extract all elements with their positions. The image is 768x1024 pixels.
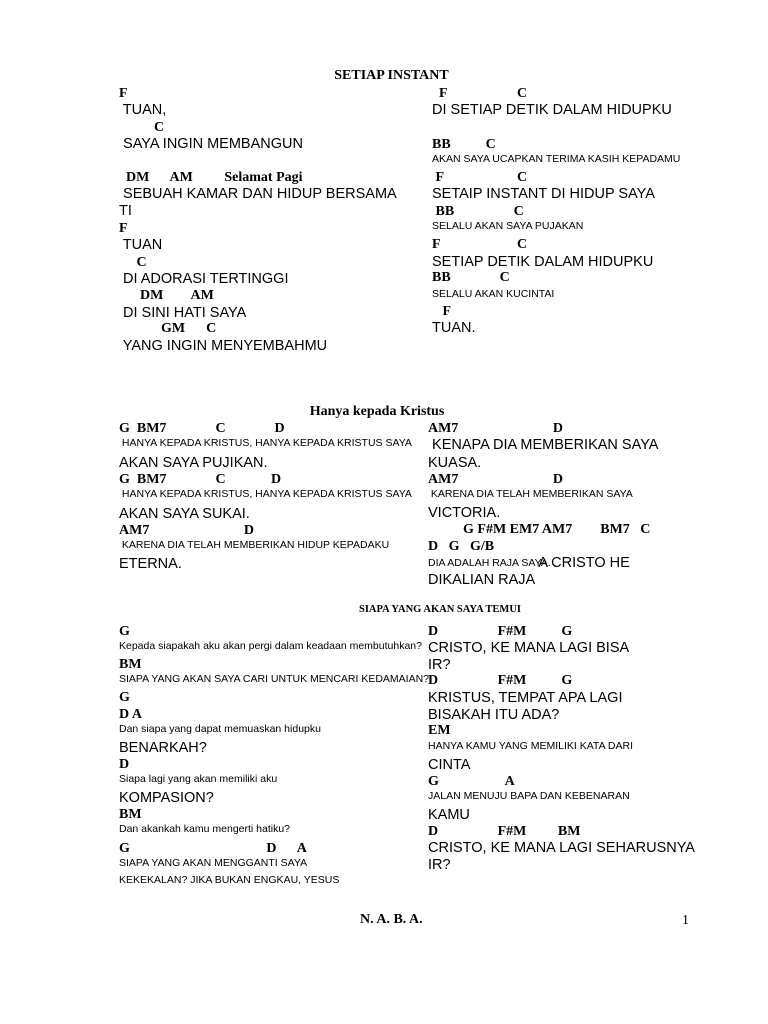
song1-left-chord-line: F	[119, 221, 128, 236]
song1-right-lyric-line: AKAN SAYA UCAPKAN TERIMA KASIH KEPADAMU	[432, 153, 681, 165]
song3-left-lyric-line: Dan siapa yang dapat memuaskan hidupku	[119, 723, 321, 735]
song3-left-chord-line: G	[119, 624, 130, 639]
song1-left-chord-line: C	[119, 255, 147, 270]
song3-right-lyric-line: KAMU	[428, 807, 470, 823]
song1-right-chord-line: BB C	[432, 270, 510, 285]
song3-left-chord-line: D A	[119, 707, 142, 722]
song3-right-chord-line: EM	[428, 723, 451, 738]
song2-left-lyric-line: AKAN SAYA SUKAI.	[119, 506, 250, 522]
song1-right-lyric-line: DI SETIAP DETIK DALAM HIDUPKU	[432, 102, 672, 118]
song3-left-lyric-line: Kepada siapakah aku akan pergi dalam keadaan membutuhkan?	[119, 640, 422, 652]
footer-author: N. A. B. A.	[360, 912, 423, 927]
song1-left-lyric-line: TUAN	[119, 237, 163, 253]
song2-left-lyric-line: ETERNA.	[119, 556, 182, 572]
song1-left-lyric-line: TI	[119, 203, 132, 219]
song1-right-lyric-line: TUAN.	[432, 320, 476, 336]
song1-title: SETIAP INSTANT	[334, 68, 449, 83]
song3-right-lyric-line: HANYA KAMU YANG MEMILIKI KATA DARI	[428, 740, 633, 752]
song1-left-chord-line: F	[119, 86, 128, 101]
song3-right-lyric-line: CRISTO, KE MANA LAGI SEHARUSNYA	[428, 840, 695, 856]
page-number: 1	[682, 913, 689, 928]
song1-right-lyric-line: SELALU AKAN KUCINTAI	[432, 288, 555, 300]
song3-left-lyric-line: KOMPASION?	[119, 790, 214, 806]
song1-right-chord-line: F C	[432, 170, 528, 185]
song2-left-lyric-line: HANYA KEPADA KRISTUS, HANYA KEPADA KRISTUS SAYA	[119, 437, 412, 449]
song1-right-lyric-line: SETIAP DETIK DALAM HIDUPKU	[432, 254, 654, 270]
song2-right-chord-line: D G G/B	[428, 539, 495, 554]
song1-right-chord-line: F C	[432, 237, 528, 252]
song3-left-chord-line: G	[119, 690, 130, 705]
song3-right-lyric-line: JALAN MENUJU BAPA DAN KEBENARAN	[428, 790, 630, 802]
song1-right-chord-line: BB C	[432, 137, 496, 152]
song3-right-lyric-line: BISAKAH ITU ADA?	[428, 707, 560, 723]
song3-left-chord-line: D	[119, 757, 130, 772]
song2-right-lyric-line: KENAPA DIA MEMBERIKAN SAYA	[428, 437, 659, 453]
song3-left-lyric-line: Siapa lagi yang akan memiliki aku	[119, 773, 278, 785]
song2-left-lyric-line: AKAN SAYA PUJIKAN.	[119, 455, 268, 471]
song2-left-lyric-line: HANYA KEPADA KRISTUS, HANYA KEPADA KRISTUS SAYA	[119, 488, 412, 500]
song2-title: Hanya kepada Kristus	[309, 404, 445, 419]
song3-left-chord-line: BM	[119, 657, 142, 672]
song1-left-lyric-line: TUAN,	[119, 102, 167, 118]
song2-right-tail: A CRISTO HE	[535, 555, 630, 571]
song1-left-lyric-line: DI ADORASI TERTINGGI	[119, 271, 289, 287]
song2-left-chord-line: G BM7 C D	[119, 421, 285, 436]
song1-left-lyric-line: YANG INGIN MENYEMBAHMU	[119, 338, 328, 354]
song1-left-chord-line: GM C	[119, 321, 217, 336]
song2-right-lyric-line: DIA ADALAH RAJA SAYA.	[428, 557, 551, 569]
song1-right-chord-line: F C	[432, 86, 528, 101]
song1-left-lyric-line: SAYA INGIN MEMBANGUN	[119, 136, 303, 152]
song2-right-lyric-line: KUASA.	[428, 455, 482, 471]
song3-left-lyric-line: SIAPA YANG AKAN MENGGANTI SAYA	[119, 857, 308, 869]
song1-right-lyric-line: SELALU AKAN SAYA PUJAKAN	[432, 220, 584, 232]
song3-right-lyric-line: KRISTUS, TEMPAT APA LAGI	[428, 690, 623, 706]
song3-right-lyric-line: IR?	[428, 657, 451, 673]
song2-right-lyric-line: KARENA DIA TELAH MEMBERIKAN SAYA	[428, 488, 633, 500]
song3-left-lyric-line: KEKEKALAN? JIKA BUKAN ENGKAU, YESUS	[119, 874, 340, 886]
song3-right-chord-line: G A	[428, 774, 515, 789]
song2-left-chord-line: AM7 D	[119, 523, 254, 538]
song2-right-chord-line: AM7 D	[428, 421, 563, 436]
song1-left-chord-line: DM AM Selamat Pagi	[119, 170, 303, 185]
song2-left-chord-line: G BM7 C D	[119, 472, 282, 487]
song1-left-chord-line: DM AM	[119, 288, 214, 303]
song3-right-chord-line: D F#M G	[428, 673, 573, 688]
song3-left-lyric-line: BENARKAH?	[119, 740, 207, 756]
song2-right-lyric-line: VICTORIA.	[428, 505, 501, 521]
song1-right-chord-line: F	[432, 304, 452, 319]
song1-right-chord-line: BB C	[432, 204, 524, 219]
song3-right-lyric-line: CRISTO, KE MANA LAGI BISA	[428, 640, 630, 656]
song3-right-lyric-line: IR?	[428, 857, 451, 873]
song1-right-lyric-line: SETAIP INSTANT DI HIDUP SAYA	[432, 186, 655, 202]
song3-right-lyric-line: CINTA	[428, 757, 471, 773]
song3-title: SIAPA YANG AKAN SAYA TEMUI	[358, 604, 522, 615]
song1-left-lyric-line: DI SINI HATI SAYA	[119, 305, 247, 321]
song3-left-lyric-line: SIAPA YANG AKAN SAYA CARI UNTUK MENCARI KEDAMAIAN?	[119, 673, 430, 685]
song3-left-lyric-line: Dan akankah kamu mengerti hatiku?	[119, 823, 291, 835]
song2-right-lyric-line: DIKALIAN RAJA	[428, 572, 536, 588]
song1-left-chord-line: C	[119, 120, 165, 135]
song3-right-chord-line: D F#M BM	[428, 824, 581, 839]
song2-right-chord-line: G F#M EM7 AM7 BM7 C	[428, 522, 651, 537]
song2-right-chord-line: AM7 D	[428, 472, 563, 487]
song3-right-chord-line: D F#M G	[428, 624, 573, 639]
song3-left-chord-line: G D A	[119, 841, 307, 856]
song1-left-lyric-line: SEBUAH KAMAR DAN HIDUP BERSAMA	[119, 186, 397, 202]
song2-left-lyric-line: KARENA DIA TELAH MEMBERIKAN HIDUP KEPADAKU	[119, 539, 390, 551]
song3-left-chord-line: BM	[119, 807, 142, 822]
